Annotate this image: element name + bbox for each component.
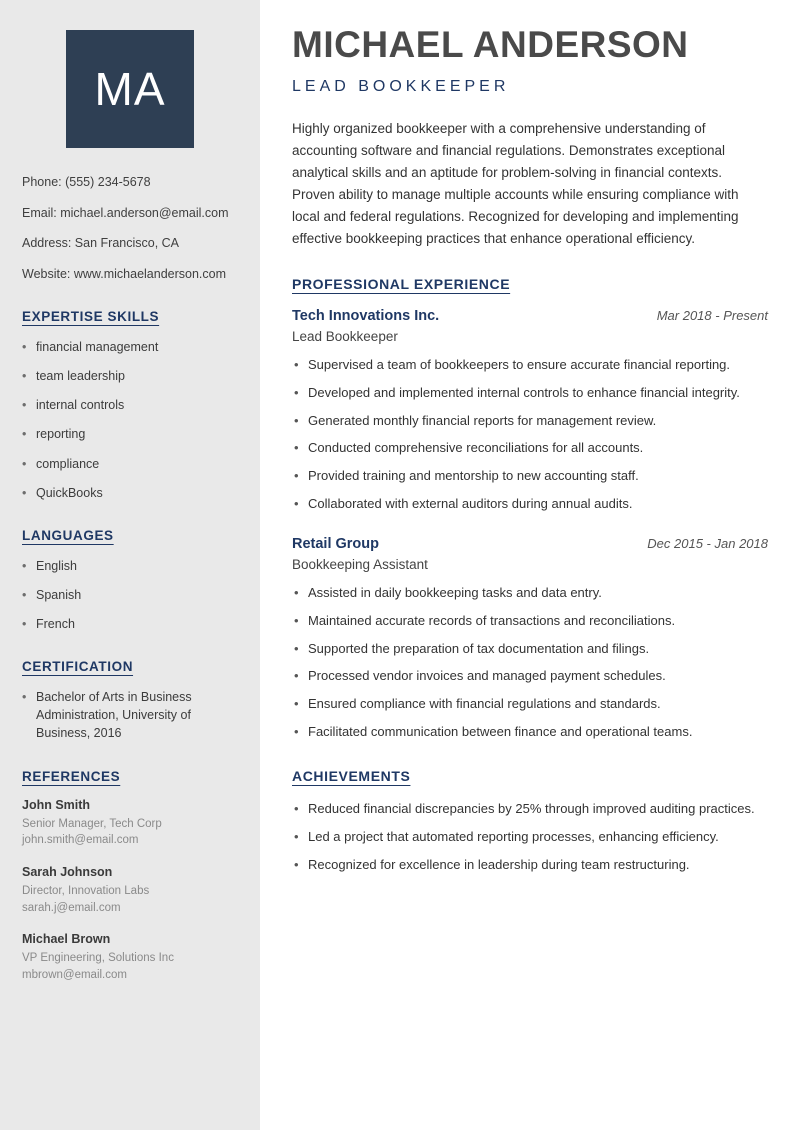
job-bullets xyxy=(292,584,768,742)
experience-title: PROFESSIONAL EXPERIENCE xyxy=(292,275,511,292)
job-header xyxy=(292,536,768,552)
job-role: Lead Bookkeeper xyxy=(292,328,398,344)
bullet-item: • Generated monthly financial reports for management review. xyxy=(292,412,768,431)
job-role: Bookkeeping Assistant xyxy=(292,556,428,572)
languages-title: LANGUAGES xyxy=(22,527,114,543)
certification-title: CERTIFICATION xyxy=(22,659,134,675)
language-item: • Spanish xyxy=(22,586,238,604)
reference-email: sarah.j@email.com xyxy=(22,901,121,914)
reference-email: john.smith@email.com xyxy=(22,834,139,847)
reference-name: John Smith xyxy=(22,797,91,812)
contact-phone: Phone: (555) 234-5678 xyxy=(22,175,151,189)
reference-role: Director, Innovation Labs xyxy=(22,884,150,897)
contact-address: Address: San Francisco, CA xyxy=(22,236,180,250)
references-section xyxy=(22,769,238,984)
bullet-item: • Supported the preparation of tax documentation and filings. xyxy=(292,640,768,659)
achievements-section xyxy=(292,768,768,875)
skill-item: • compliance xyxy=(22,455,238,473)
achievement-item: • Led a project that automated reporting processes, enhancing efficiency. xyxy=(292,828,768,847)
references-title: REFERENCES xyxy=(22,768,121,784)
reference-name: Sarah Johnson xyxy=(22,864,113,879)
summary-paragraph: Highly organized bookkeeper with a comprehensive understanding of accounting software and financial regulations. Demonstrates exceptional analytical skills and an aptitude for problem-solving in financial contexts. Proven ability to manage multiple accounts while ensuring compliance with local and federal regulations. Recognized for developing and implementing effective bookkeeping practices that enhance operational efficiency. xyxy=(292,120,739,246)
achievements-title: ACHIEVEMENTS xyxy=(292,767,411,784)
reference-role: Senior Manager, Tech Corp xyxy=(22,817,162,830)
contact-email: Email: michael.anderson@email.com xyxy=(22,205,229,220)
certification-section xyxy=(22,659,238,742)
bullet-item: • Supervised a team of bookkeepers to ensure accurate financial reporting. xyxy=(292,356,768,375)
reference-entry xyxy=(22,798,238,849)
main-content xyxy=(260,0,800,1130)
job-company: Tech Innovations Inc. xyxy=(292,307,440,324)
languages-section xyxy=(22,528,238,633)
skills-section xyxy=(22,309,238,502)
skills-title: EXPERTISE SKILLS xyxy=(22,309,160,324)
skill-item: • financial management xyxy=(22,338,238,356)
certification-list xyxy=(22,688,238,742)
bullet-item: • Collaborated with external auditors during annual audits. xyxy=(292,495,768,514)
reference-email: mbrown@email.com xyxy=(22,968,127,981)
bullet-item: • Maintained accurate records of transactions and reconciliations. xyxy=(292,612,768,631)
job-company: Retail Group xyxy=(292,535,380,552)
skill-item: • team leadership xyxy=(22,367,238,385)
certification-item: • Bachelor of Arts in Business Administration, University of Business, 2016 xyxy=(22,688,238,742)
reference-entry xyxy=(22,932,238,983)
language-item: • English xyxy=(22,557,238,575)
bullet-item: • Assisted in daily bookkeeping tasks and data entry. xyxy=(292,584,768,603)
sidebar xyxy=(0,0,260,1130)
skills-list xyxy=(22,338,238,502)
achievements-list xyxy=(292,800,768,875)
reference-role: VP Engineering, Solutions Inc xyxy=(22,952,174,965)
bullet-item: • Developed and implemented internal controls to enhance financial integrity. xyxy=(292,384,768,403)
contact-website: Website: www.michaelanderson.com xyxy=(22,266,227,281)
job-header xyxy=(292,308,768,324)
bullet-item: • Processed vendor invoices and managed payment schedules. xyxy=(292,667,768,686)
skill-item: • internal controls xyxy=(22,396,238,414)
reference-name: Michael Brown xyxy=(22,932,111,947)
person-title: LEAD BOOKKEEPER xyxy=(292,77,510,95)
person-name: MICHAEL ANDERSON xyxy=(292,24,689,65)
skill-item: • reporting xyxy=(22,425,238,443)
language-item: • French xyxy=(22,615,238,633)
bullet-item: • Facilitated communication between finance and operational teams. xyxy=(292,723,768,742)
contact-block xyxy=(22,174,238,283)
achievement-item: • Reduced financial discrepancies by 25% through improved auditing practices. xyxy=(292,800,768,819)
experience-section xyxy=(292,276,768,742)
languages-list xyxy=(22,557,238,633)
skill-item: • QuickBooks xyxy=(22,484,238,502)
bullet-item: • Ensured compliance with financial regulations and standards. xyxy=(292,695,768,714)
reference-entry xyxy=(22,865,238,916)
job-dates: Mar 2018 - Present xyxy=(656,307,768,323)
bullet-item: • Conducted comprehensive reconciliations for all accounts. xyxy=(292,439,768,458)
avatar xyxy=(66,30,194,148)
job-bullets xyxy=(292,356,768,514)
avatar-initials: MA xyxy=(94,63,166,115)
job-entry xyxy=(292,536,768,742)
achievement-item: • Recognized for excellence in leadership during team restructuring. xyxy=(292,856,768,875)
job-dates: Dec 2015 - Jan 2018 xyxy=(647,535,768,551)
bullet-item: • Provided training and mentorship to new accounting staff. xyxy=(292,467,768,486)
job-entry xyxy=(292,308,768,514)
